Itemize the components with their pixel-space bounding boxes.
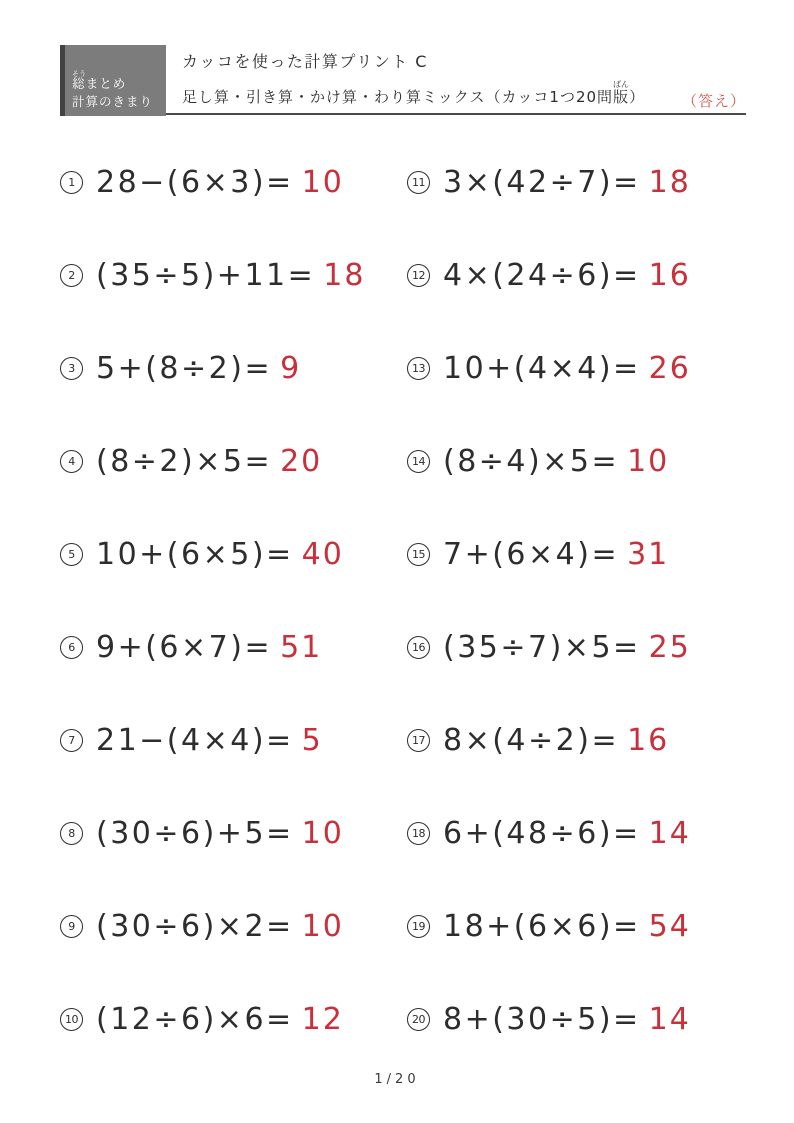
series-badge	[60, 45, 166, 116]
series-badge-line2: 計算のきまり	[72, 93, 154, 109]
answer-sheet-label: （答え）	[681, 92, 746, 110]
problems-grid	[60, 115, 754, 1066]
problem-row	[407, 136, 754, 229]
problem-expression: (30÷6)×2=	[96, 909, 294, 944]
series-badge-line1: 総そうまとめ	[72, 69, 127, 91]
problem-number-circle: 7	[60, 729, 83, 752]
problem-expression: 9+(6×7)=	[96, 630, 273, 665]
worksheet-header	[60, 45, 746, 115]
problem-row	[407, 229, 754, 322]
problem-expression: 18+(6×6)=	[443, 909, 641, 944]
worksheet-title: カッコを使った計算プリント C	[182, 52, 428, 71]
problem-row	[407, 415, 754, 508]
problem-answer: 51	[280, 630, 323, 665]
problem-row	[407, 322, 754, 415]
problem-expression: 10+(4×4)=	[443, 351, 641, 386]
problem-expression: (8÷2)×5=	[96, 444, 273, 479]
problem-number-circle: 6	[60, 636, 83, 659]
problem-answer: 10	[301, 816, 344, 851]
problem-number-circle: 17	[407, 729, 430, 752]
problem-row	[407, 694, 754, 787]
problem-expression: 21−(4×4)=	[96, 723, 294, 758]
problem-number-circle: 3	[60, 357, 83, 380]
problem-answer: 18	[323, 258, 366, 293]
problem-row	[407, 787, 754, 880]
problem-answer: 16	[627, 723, 670, 758]
problem-number-circle: 15	[407, 543, 430, 566]
problem-row	[60, 415, 407, 508]
problem-number-circle: 5	[60, 543, 83, 566]
problem-row	[60, 322, 407, 415]
problem-answer: 54	[648, 909, 691, 944]
problem-expression: 3×(42÷7)=	[443, 165, 641, 200]
problem-expression: 10+(6×5)=	[96, 537, 294, 572]
problem-expression: (35÷7)×5=	[443, 630, 641, 665]
page-number: 1/20	[374, 1072, 420, 1087]
problem-row	[60, 229, 407, 322]
problem-number-circle: 1	[60, 171, 83, 194]
problem-expression: 7+(6×4)=	[443, 537, 620, 572]
problem-row	[407, 973, 754, 1066]
problem-answer: 10	[627, 444, 670, 479]
problem-answer: 18	[648, 165, 691, 200]
problem-row	[60, 787, 407, 880]
problem-answer: 25	[648, 630, 691, 665]
problem-expression: (8÷4)×5=	[443, 444, 620, 479]
problem-answer: 31	[627, 537, 670, 572]
problem-row	[60, 973, 407, 1066]
problem-row	[60, 601, 407, 694]
problem-expression: 5+(8÷2)=	[96, 351, 273, 386]
worksheet-subtitle: 足し算・引き算・かけ算・わり算ミックス（カッコ1つ20問版ばん）	[182, 80, 646, 106]
problem-row	[60, 508, 407, 601]
problem-number-circle: 19	[407, 915, 430, 938]
problem-answer: 9	[280, 351, 302, 386]
problem-row	[407, 880, 754, 973]
problem-number-circle: 12	[407, 264, 430, 287]
problem-expression: (12÷6)×6=	[96, 1002, 294, 1037]
problem-expression: 6+(48÷6)=	[443, 816, 641, 851]
problem-number-circle: 13	[407, 357, 430, 380]
problem-number-circle: 18	[407, 822, 430, 845]
problem-expression: (35÷5)+11=	[96, 258, 316, 293]
problem-expression: (30÷6)+5=	[96, 816, 294, 851]
problem-expression: 28−(6×3)=	[96, 165, 294, 200]
problem-answer: 14	[648, 816, 691, 851]
problem-row	[407, 508, 754, 601]
problem-expression: 8+(30÷5)=	[443, 1002, 641, 1037]
problem-number-circle: 11	[407, 171, 430, 194]
series-badge-text	[65, 45, 159, 116]
problem-number-circle: 4	[60, 450, 83, 473]
problem-number-circle: 14	[407, 450, 430, 473]
problem-answer: 5	[301, 723, 323, 758]
problem-number-circle: 16	[407, 636, 430, 659]
problem-answer: 20	[280, 444, 323, 479]
problem-answer: 10	[301, 909, 344, 944]
header-titles	[166, 45, 746, 113]
problem-answer: 10	[301, 165, 344, 200]
problem-number-circle: 20	[407, 1008, 430, 1031]
problem-number-circle: 10	[60, 1008, 83, 1031]
problem-answer: 26	[648, 351, 691, 386]
problem-number-circle: 9	[60, 915, 83, 938]
problem-answer: 12	[301, 1002, 344, 1037]
problem-answer: 40	[301, 537, 344, 572]
problem-number-circle: 8	[60, 822, 83, 845]
page-footer	[0, 1072, 794, 1087]
problem-expression: 4×(24÷6)=	[443, 258, 641, 293]
problem-expression: 8×(4÷2)=	[443, 723, 620, 758]
problem-answer: 16	[648, 258, 691, 293]
problem-row	[60, 694, 407, 787]
problem-number-circle: 2	[60, 264, 83, 287]
problem-answer: 14	[648, 1002, 691, 1037]
problem-row	[60, 136, 407, 229]
problem-row	[407, 601, 754, 694]
problem-row	[60, 880, 407, 973]
